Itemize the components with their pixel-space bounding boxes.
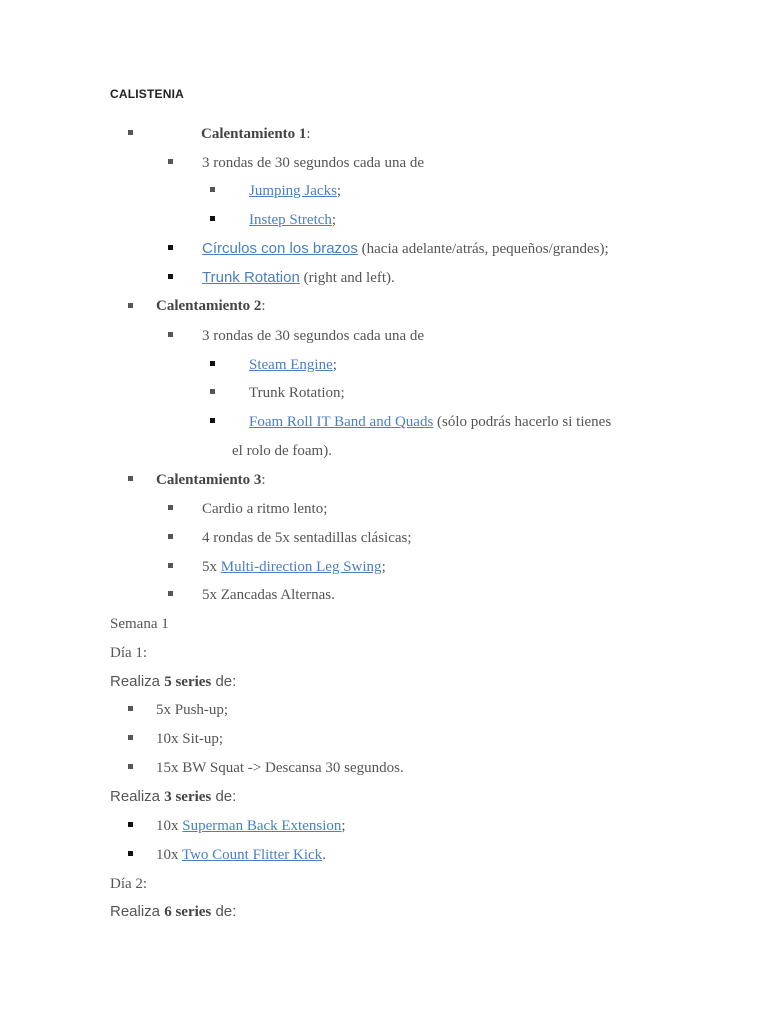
day1-block1-post: de:	[211, 673, 237, 690]
warmup1-item-3-suffix: (hacia adelante/atrás, pequeños/grandes);	[357, 241, 609, 257]
warmup1-item-2-suffix: ;	[331, 212, 337, 228]
day1-item-5-suffix: .	[322, 847, 326, 863]
bullet-marker	[168, 534, 173, 539]
bullet-marker	[210, 418, 215, 423]
day1-label: Día 1:	[110, 645, 148, 661]
instep-stretch-link[interactable]: Instep Stretch	[249, 212, 332, 228]
warmup3-item-3	[202, 558, 386, 576]
bullet-marker	[128, 303, 133, 308]
foam-roll-link[interactable]: Foam Roll IT Band and Quads	[249, 414, 434, 430]
day1-item-3: 15x BW Squat -> Descansa 30 segundos.	[156, 760, 404, 776]
warmup2-item-1	[249, 356, 337, 374]
bullet-marker	[168, 563, 173, 568]
bullet-marker	[168, 159, 173, 164]
warmup1-rounds: 3 rondas de 30 segundos cada una de	[202, 155, 425, 171]
trunk-rotation-link[interactable]: Trunk Rotation	[202, 269, 300, 286]
day1-item-4-suffix: ;	[341, 818, 346, 834]
warmup2-heading	[156, 297, 266, 315]
bullet-marker	[168, 332, 173, 337]
warmup3-item-2: 4 rondas de 5x sentadillas clásicas;	[202, 530, 412, 546]
warmup1-heading-text: Calentamiento 1	[201, 126, 307, 142]
warmup2-item-3-suffix: (sólo podrás hacerlo si tienes	[433, 414, 612, 430]
warmup1-item-1-suffix: ;	[336, 183, 342, 199]
bullet-marker	[128, 130, 133, 135]
warmup2-rounds: 3 rondas de 30 segundos cada una de	[202, 328, 425, 344]
superman-back-extension-link[interactable]: Superman Back Extension	[182, 818, 342, 834]
leg-swing-link[interactable]: Multi-direction Leg Swing	[220, 559, 382, 575]
day1-item-1: 5x Push-up;	[156, 702, 229, 718]
warmup3-heading-text: Calentamiento 3	[156, 472, 262, 488]
bullet-marker	[128, 764, 133, 769]
day1-series-block-2	[110, 788, 236, 806]
warmup2-heading-text: Calentamiento 2	[156, 298, 262, 314]
warmup2-item-2: Trunk Rotation;	[249, 385, 345, 401]
warmup3-item-3-suffix: ;	[381, 559, 386, 575]
warmup3-colon: :	[261, 472, 266, 488]
bullet-marker	[210, 216, 215, 221]
warmup1-item-1	[249, 182, 341, 200]
day1-block1-bold: 5 series	[164, 674, 212, 690]
day2-series-block-1	[110, 903, 236, 921]
circulos-brazos-link[interactable]: Círculos con los brazos	[202, 240, 358, 257]
bullet-marker	[210, 187, 215, 192]
warmup3-item-4: 5x Zancadas Alternas.	[202, 587, 335, 603]
day1-block1-pre: Realiza	[110, 673, 165, 690]
day1-block2-pre: Realiza	[110, 788, 165, 805]
bullet-marker	[128, 706, 133, 711]
warmup1-heading	[201, 125, 311, 143]
week-label: Semana 1	[110, 616, 169, 632]
day1-item-5	[156, 846, 326, 864]
warmup1-item-4-suffix: (right and left).	[299, 270, 395, 286]
bullet-marker	[168, 505, 173, 510]
day2-label: Día 2:	[110, 876, 148, 892]
day1-item-4-prefix: 10x	[156, 818, 183, 834]
warmup2-item-1-suffix: ;	[332, 357, 337, 373]
bullet-marker	[168, 245, 173, 250]
bullet-marker	[168, 274, 173, 279]
warmup2-item-3	[249, 413, 611, 431]
day1-item-5-prefix: 10x	[156, 847, 182, 863]
warmup2-colon: :	[261, 298, 266, 314]
day1-item-4	[156, 817, 346, 835]
steam-engine-link[interactable]: Steam Engine	[249, 357, 333, 373]
bullet-marker	[128, 476, 133, 481]
day1-series-block-1	[110, 673, 236, 691]
day2-block1-post: de:	[211, 903, 237, 920]
day1-item-2: 10x Sit-up;	[156, 731, 224, 747]
warmup3-item-1: Cardio a ritmo lento;	[202, 501, 328, 517]
warmup1-colon: :	[306, 126, 311, 142]
warmup2-item-3-continuation: el rolo de foam).	[232, 443, 332, 459]
flitter-kick-link[interactable]: Two Count Flitter Kick	[181, 847, 323, 863]
day2-block1-bold: 6 series	[164, 904, 212, 920]
document-title: CALISTENIA	[110, 87, 184, 101]
bullet-marker	[210, 361, 215, 366]
day1-block2-bold: 3 series	[164, 789, 212, 805]
warmup1-item-2	[249, 211, 336, 229]
jumping-jacks-link[interactable]: Jumping Jacks	[249, 183, 337, 199]
bullet-marker	[128, 851, 133, 856]
bullet-marker	[168, 591, 173, 596]
bullet-marker	[210, 389, 215, 394]
warmup1-item-4	[202, 269, 395, 287]
day1-block2-post: de:	[211, 788, 237, 805]
day2-block1-pre: Realiza	[110, 903, 165, 920]
warmup1-item-3	[202, 240, 609, 258]
warmup3-item-3-prefix: 5x	[202, 559, 221, 575]
bullet-marker	[128, 822, 133, 827]
warmup3-heading	[156, 471, 266, 489]
bullet-marker	[128, 735, 133, 740]
